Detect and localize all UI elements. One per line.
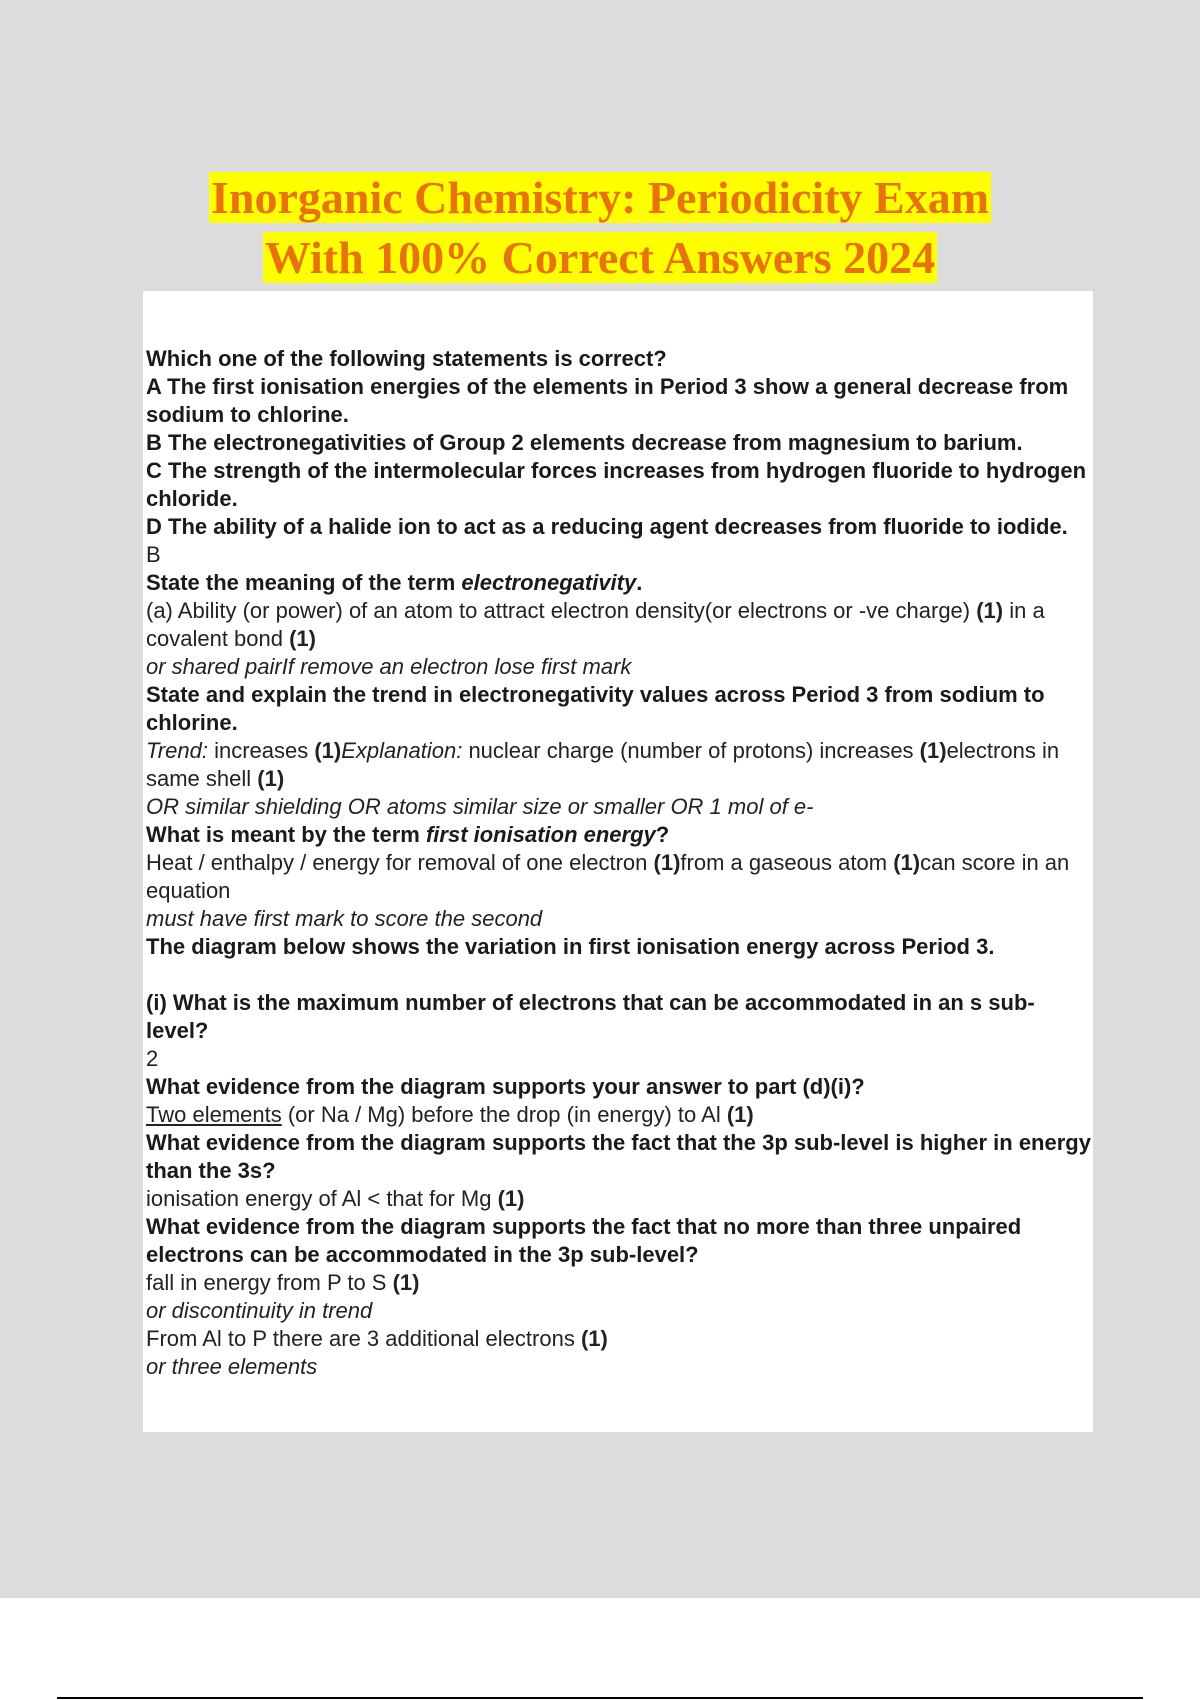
note-4: must have first mark to score the second: [146, 906, 543, 931]
title-line-2: With 100% Correct Answers 2024: [264, 232, 936, 283]
answer-1: B: [146, 542, 161, 567]
diagram-statement: The diagram below shows the variation in first ionisation energy across Period 3.: [146, 934, 995, 959]
question-4: What is meant by the term first ionisation energy?: [146, 822, 670, 847]
option-a: A The first ionisation energies of the elements in Period 3 show a general decrease from sodium to chlorine.: [146, 374, 1069, 427]
document-title: [0, 168, 1200, 288]
footer-rule: [57, 1697, 1143, 1699]
question-8: What evidence from the diagram supports the fact that the 3p sub-level is higher in energy than the 3s?: [146, 1130, 1091, 1183]
answer-8: ionisation energy of Al < that for Mg (1): [146, 1186, 525, 1211]
answer-9a: fall in energy from P to S (1): [146, 1270, 420, 1295]
question-9: What evidence from the diagram supports the fact that no more than three unpaired electrons can be accommodated in the 3p sub-level?: [146, 1214, 1022, 1267]
question-2: State the meaning of the term electronegativity.: [146, 570, 643, 595]
answer-9b: From Al to P there are 3 additional electrons (1): [146, 1326, 608, 1351]
option-c: C The strength of the intermolecular forces increases from hydrogen fluoride to hydrogen chloride.: [146, 458, 1087, 511]
answer-7: Two elements (or Na / Mg) before the drop (in energy) to Al (1): [146, 1102, 754, 1127]
option-b: B The electronegativities of Group 2 elements decrease from magnesium to barium.: [146, 430, 1023, 455]
answer-6: 2: [146, 1046, 159, 1071]
question-3: State and explain the trend in electronegativity values across Period 3 from sodium to chlorine.: [146, 682, 1045, 735]
note-3: OR similar shielding OR atoms similar size or smaller OR 1 mol of e-: [146, 794, 814, 819]
answer-4: Heat / enthalpy / energy for removal of one electron (1)from a gaseous atom (1)can score in an equation: [146, 850, 1070, 903]
term-electronegativity: electronegativity: [461, 570, 637, 595]
answer-2: (a) Ability (or power) of an atom to attract electron density(or electrons or -ve charge) (1) in a covalent bond (1): [146, 598, 1045, 651]
question-1: Which one of the following statements is correct?: [146, 346, 667, 371]
term-first-ionisation-energy: first ionisation energy: [425, 822, 656, 847]
content-panel: [143, 291, 1093, 1432]
question-6: (i) What is the maximum number of electrons that can be accommodated in an s sub-level?: [146, 990, 1035, 1043]
answer-3: Trend: increases (1)Explanation: nuclear charge (number of protons) increases (1)electrons in same shell (1): [146, 738, 1060, 791]
note-2: or shared pairIf remove an electron lose first mark: [146, 654, 632, 679]
spacer: [146, 961, 1093, 989]
question-7: What evidence from the diagram supports your answer to part (d)(i)?: [146, 1074, 865, 1099]
option-d: D The ability of a halide ion to act as a reducing agent decreases from fluoride to iodide.: [146, 514, 1068, 539]
note-9b: or three elements: [146, 1354, 318, 1379]
note-9a: or discontinuity in trend: [146, 1298, 373, 1323]
title-line-1: Inorganic Chemistry: Periodicity Exam: [210, 172, 990, 223]
